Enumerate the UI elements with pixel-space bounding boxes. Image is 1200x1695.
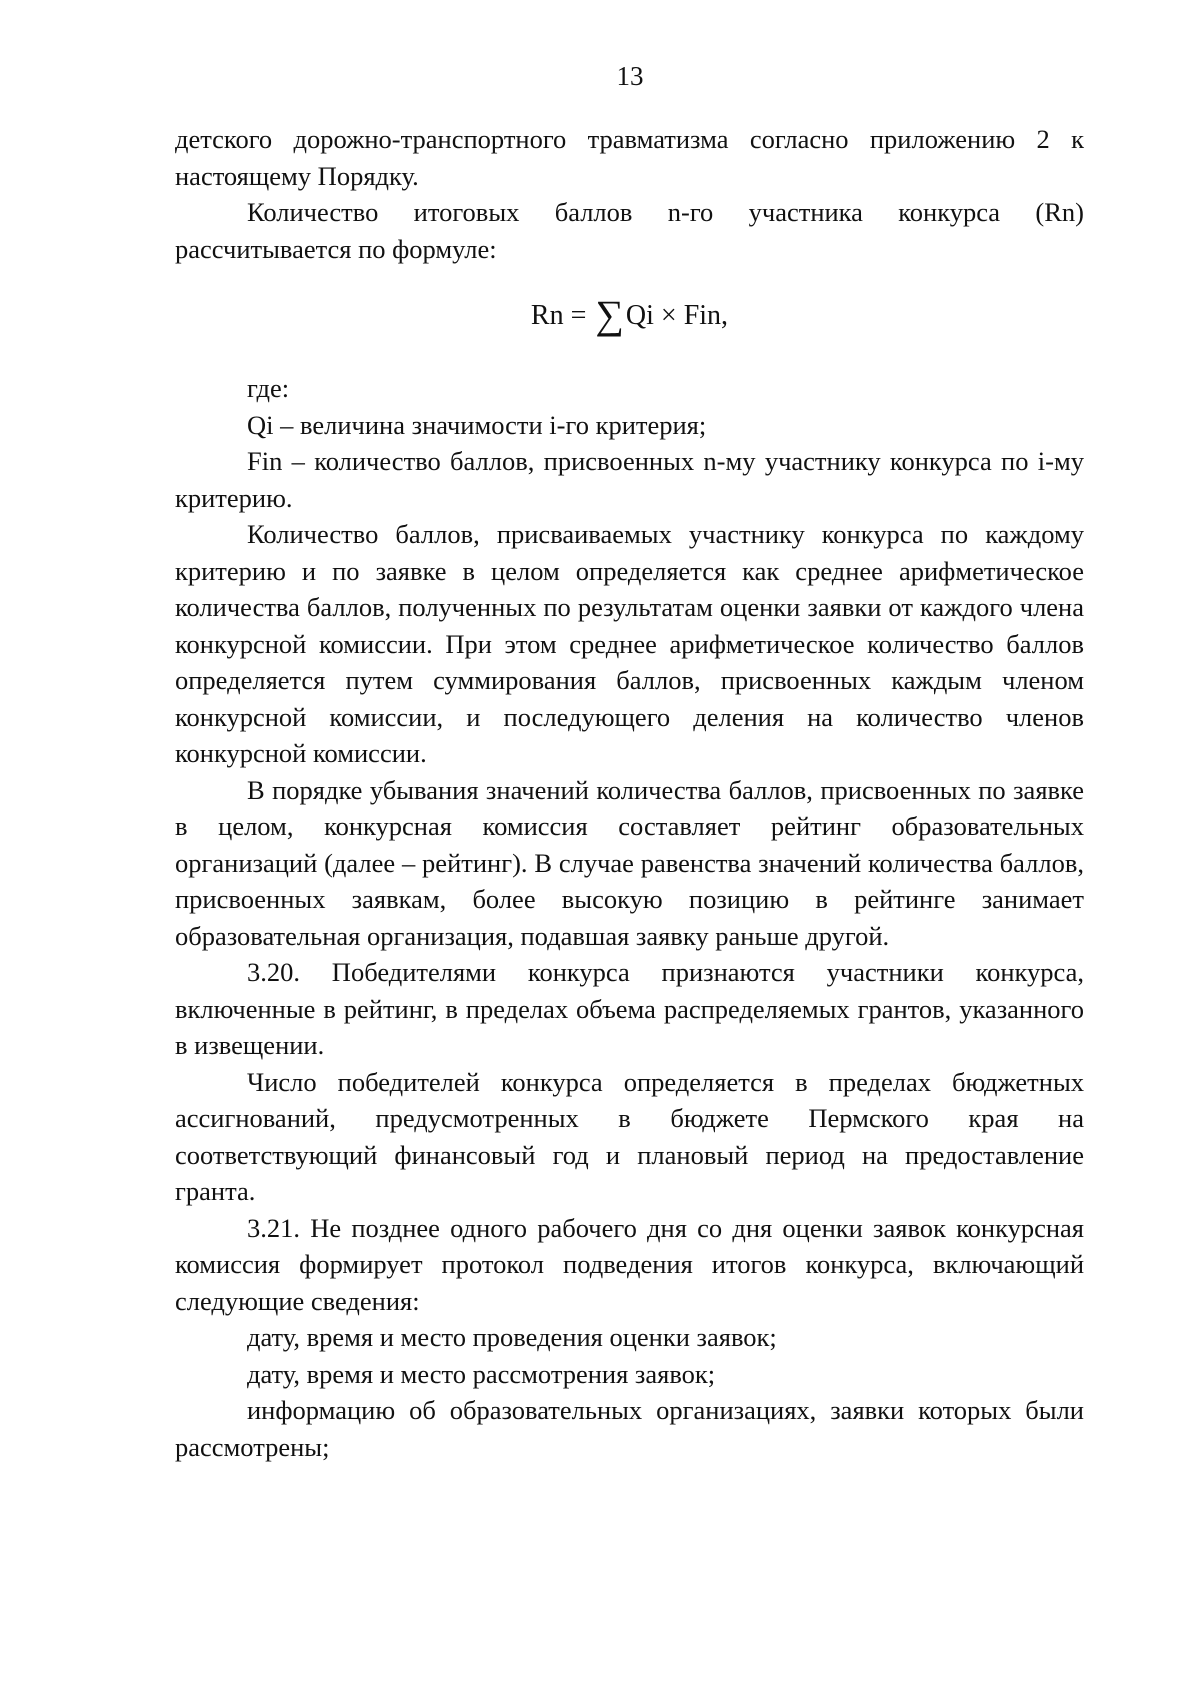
paragraph: детского дорожно-транспортного травматизма согласно приложению 2 к настоящему Порядку. — [175, 124, 1084, 191]
definition-item: Fin – количество баллов, присвоенных n-му участнику конкурса по i-му критерию. — [175, 446, 1084, 513]
clause-3-20: 3.20. Победителями конкурса признаются участники конкурса, включенные в рейтинг, в пределах объема распределяемых грантов, указанного в извещении. — [175, 957, 1084, 1060]
definition-item: Qi – величина значимости i-го критерия; — [247, 409, 707, 440]
list-item: дату, время и место рассмотрения заявок; — [247, 1358, 716, 1389]
page-number: 13 — [616, 61, 644, 91]
list-item: дату, время и место проведения оценки заявок; — [247, 1322, 777, 1352]
formula-lhs: Rn = — [530, 300, 587, 331]
definition-intro: где: — [247, 373, 290, 403]
list-item: информацию об образовательных организациях, заявки которых были рассмотрены; — [175, 1395, 1084, 1462]
paragraph: В порядке убывания значений количества баллов, присвоенных по заявке в целом, конкурсная комиссия составляет рейтинг образовательных организаций (далее – рейтинг). В случае равенства значений количества баллов, присвоенных заявкам, более высокую позицию в рейтинге занимает образовательная организация, подавшая заявку раньше другой. — [175, 774, 1084, 951]
formula-rhs: Qi × Fin, — [625, 300, 729, 331]
clause-3-21: 3.21. Не позднее одного рабочего дня со дня оценки заявок конкурсная комиссия формирует протокол подведения итогов конкурса, включающий следующие сведения: — [175, 1212, 1084, 1316]
sum-symbol: ∑ — [595, 292, 624, 337]
document-body — [175, 121, 1084, 1465]
paragraph: Число победителей конкурса определяется в пределах бюджетных ассигнований, предусмотренных в бюджете Пермского края на соответствующий финансовый год и плановый период на предоставление гранта. — [175, 1066, 1084, 1206]
paragraph: Количество баллов, присваиваемых участнику конкурса по каждому критерию и по заявке в целом определяется как среднее арифметическое количества баллов, полученных по результатам оценки заявки от каждого члена конкурсной комиссии. При этом среднее арифметическое количество баллов определяется путем суммирования баллов, присвоенных каждым членом конкурсной комиссии, и последующего деления на количество членов конкурсной комиссии. — [175, 519, 1084, 768]
paragraph: Количество итоговых баллов n-го участника конкурса (Rn) рассчитывается по формуле: — [175, 197, 1084, 264]
formula — [175, 292, 1084, 337]
